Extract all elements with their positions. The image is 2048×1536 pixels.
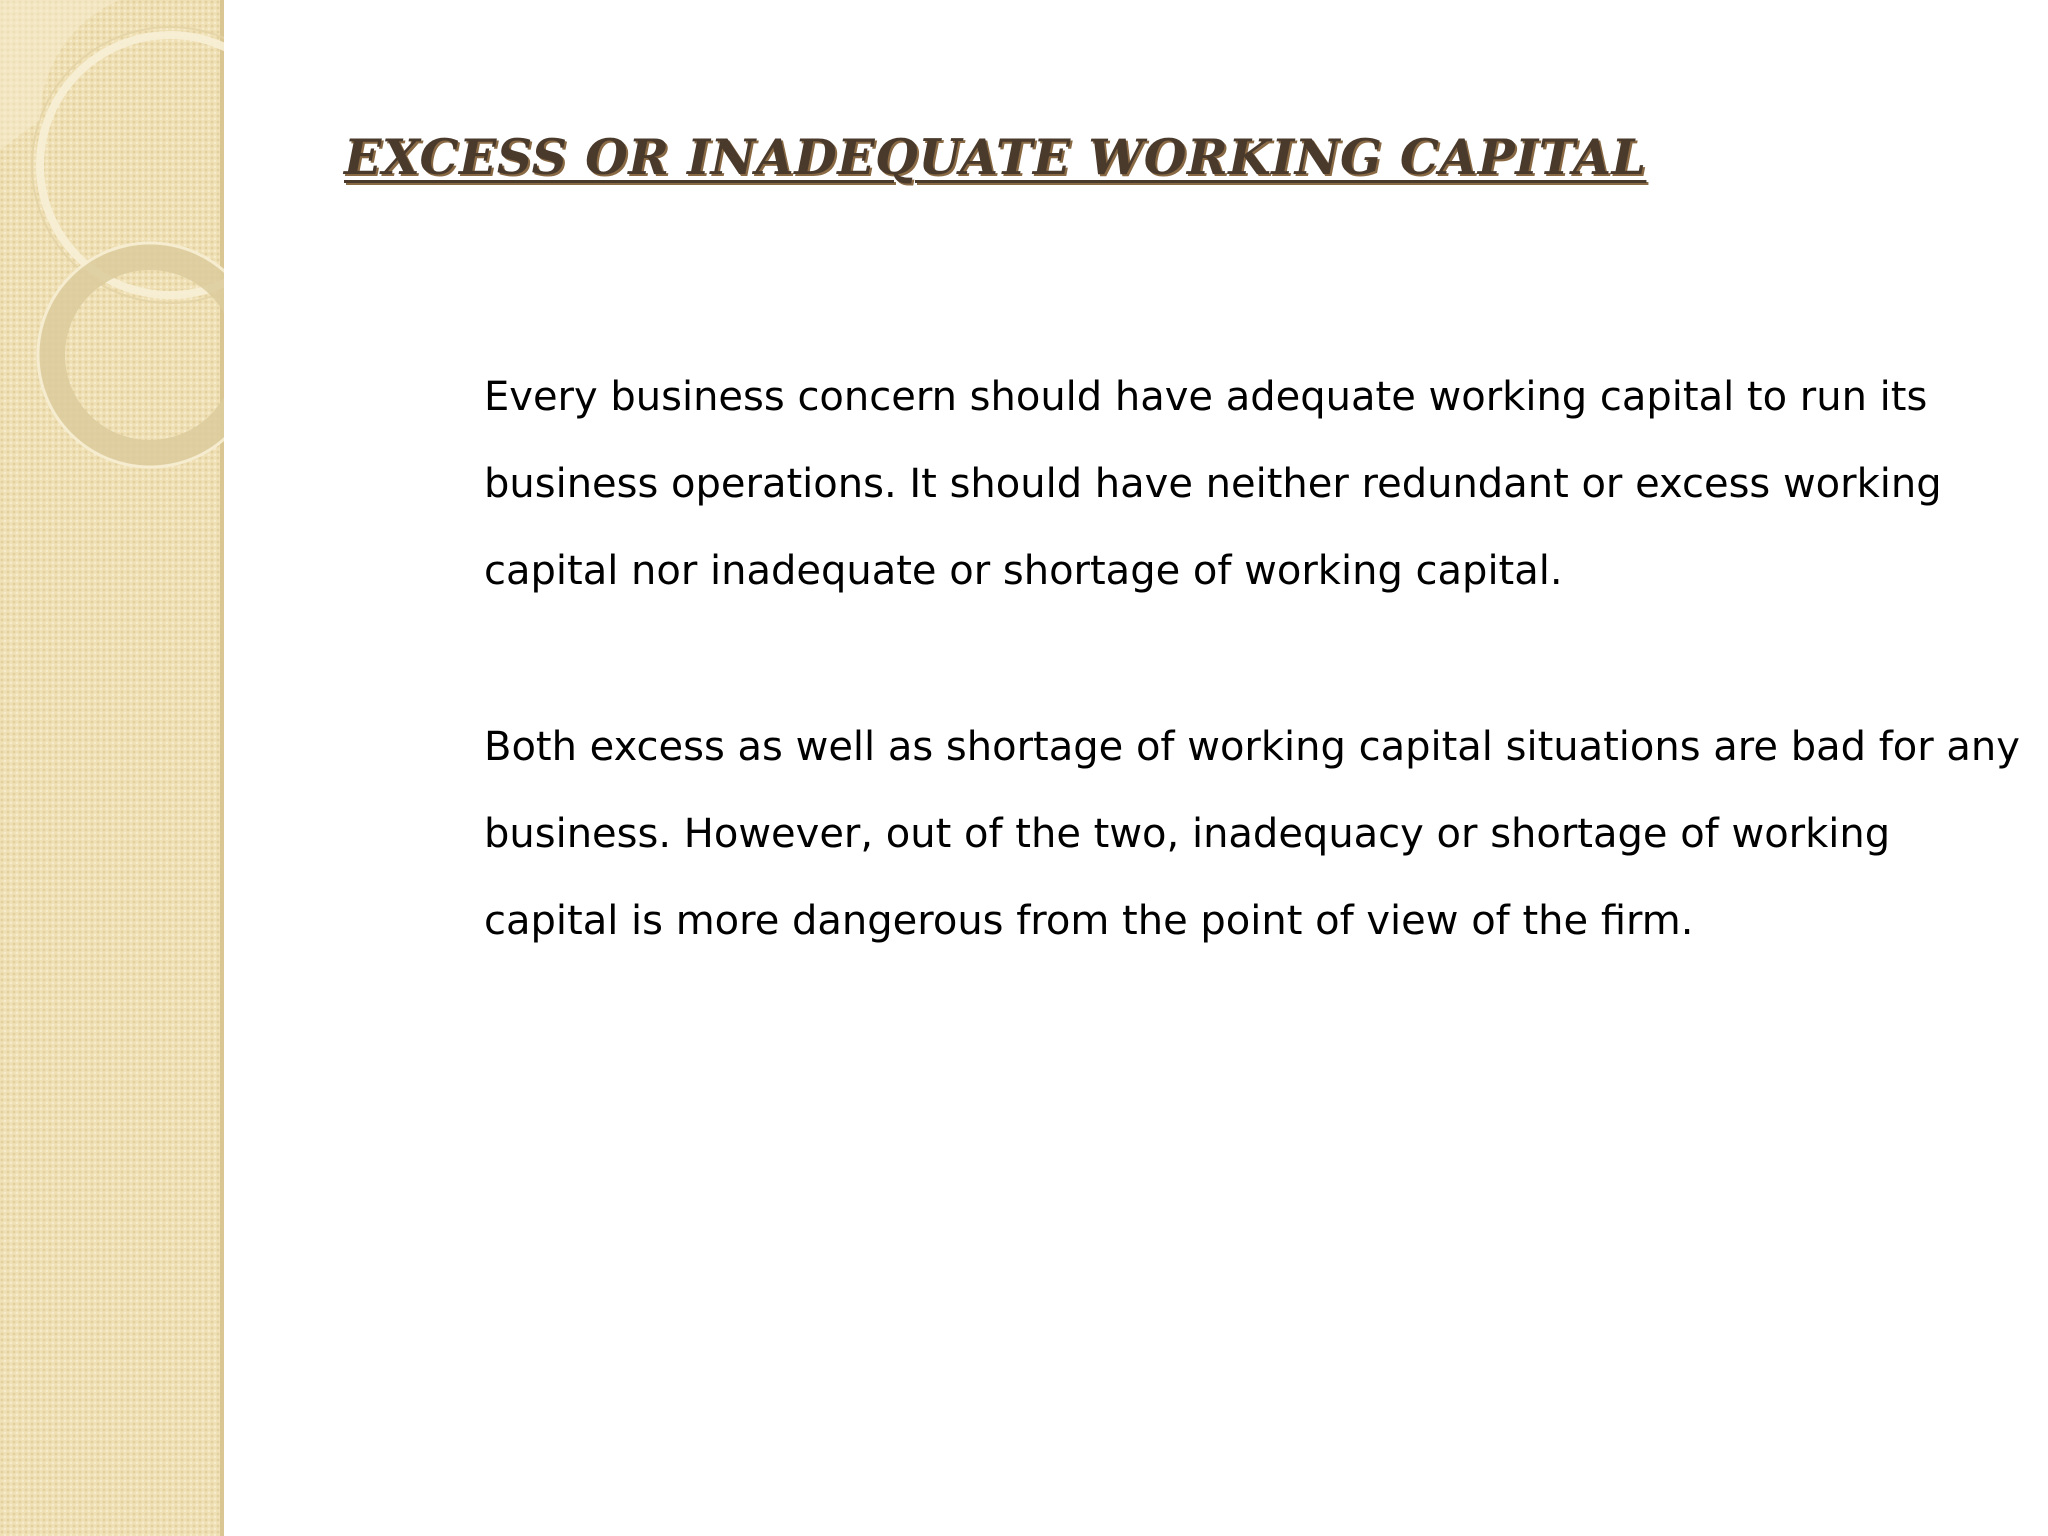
decorative-side-panel [0, 0, 224, 1536]
decorative-rings-graphic [0, 0, 224, 520]
paragraph-excess-vs-shortage: Both excess as well as shortage of working capital situations are bad for any business. However, out of the two, inadequacy or shortage of working capital is more dangerous from the point of view of the firm. [484, 724, 2020, 944]
light-wedge-shape [0, 0, 120, 150]
slide-content [224, 0, 2048, 1536]
paragraph-adequate-working-capital: Every business concern should have adequate working capital to run its business operations. It should have neither redundant or excess working capital nor inadequate or shortage of working capital. [484, 374, 1942, 594]
small-ring-icon [52, 257, 224, 453]
slide-title: EXCESS OR INADEQUATE WORKING CAPITAL [344, 128, 1647, 186]
